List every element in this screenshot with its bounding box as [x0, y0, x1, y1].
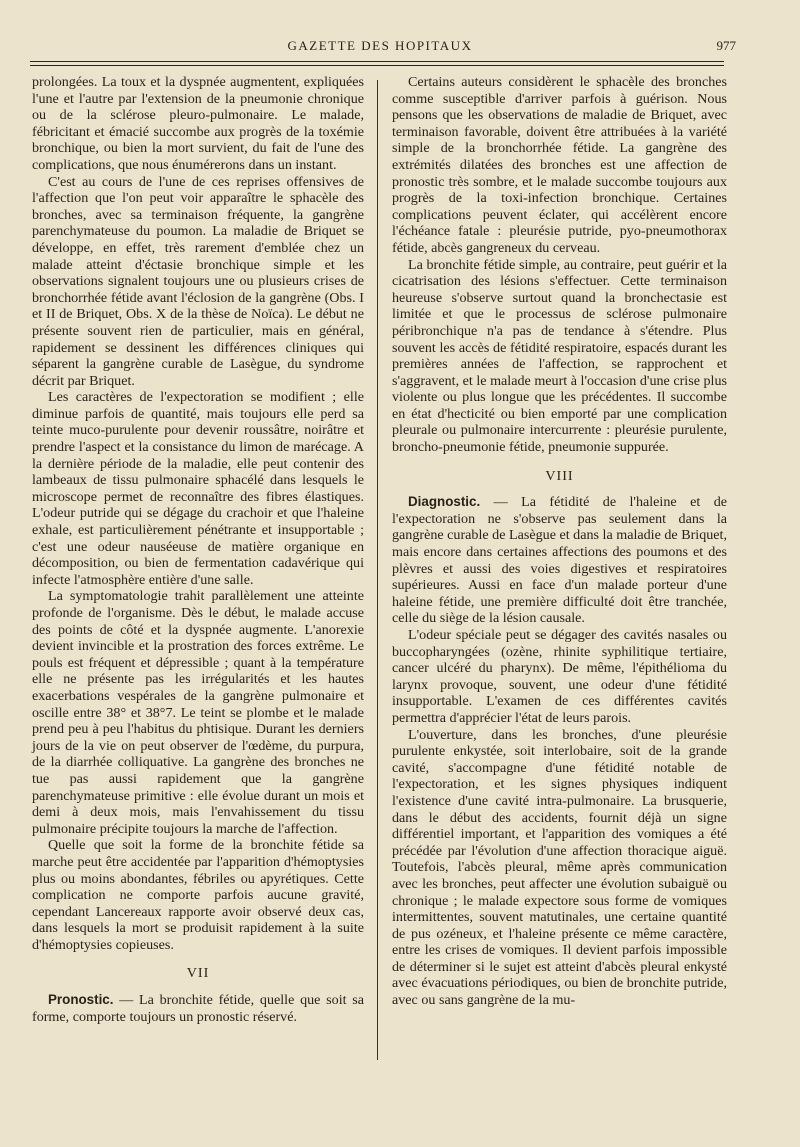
page-number: 977	[716, 38, 736, 53]
header-rule-thin	[30, 65, 724, 66]
running-header	[30, 38, 736, 56]
paragraph: La bronchite fétide simple, au contraire, peut guérir et la cicatrisation des lésions s'effectuer. Cette terminaison heureuse s'observe surtout quand la bronchectasie est limitée et que le processus de sclérose pulmonaire péribronchique n'a pas de tendance à s'étendre. Plus souvent les accès de fétidité respiratoire, espacés durant les premières années de l'affection, se rapprochent et s'aggravent, et le malade meurt à l'occasion d'une crise plus violente ou plus longue que les précédentes. Il succombe en état d'hecticité ou bien emporté par une complication pleurale ou pulmonaire intercurrente : pleurésie purulente, broncho-pneumonie fétide, pneumonie suppurée.	[392, 256, 727, 456]
section-heading: Pronostic.	[48, 992, 114, 1008]
column-divider	[377, 80, 378, 1060]
paragraph-text: — La bronchite fétide, quelle que soit sa forme, comporte toujours un pronostic réservé.	[32, 992, 364, 1025]
paragraph: Les caractères de l'expectoration se modifient ; elle diminue parfois de quantité, mais toujours elle perd sa teinte muco-purulente pour devenir roussâtre, noirâtre et prendre l'aspect et la consistance du limon de marécage. A la dernière période de la maladie, elle peut contenir des lambeaux de tissu pulmonaire sphacélé dans lesquels le microscope permet de reconnaître des fibres élastiques. L'odeur putride qui se dégage du crachoir et que l'haleine exhale, est particulièrement pénétrante et insupportable ; c'est une odeur nauséeuse de matière organique en décomposition, ou bien de fermentation cadavérique qui infecte l'atmosphère entière d'une salle.	[32, 389, 364, 588]
paragraph: C'est au cours de l'une de ces reprises offensives de l'affection que l'on peut voir apparaître le sphacèle des bronches, avec sa terminaison fréquente, la gangrène parenchymateuse du poumon. La maladie de Briquet se développe, en effet, très rarement d'emblée chez un malade atteint d'éctasie bronchique simple et les observations signalent toujours une ou plusieurs crises de bronchorrhée fétide avant l'éclosion de la gangrène (Obs. I et II de Briquet, Obs. X de la thèse de Noïca). Le début ne présente souvent rien de particulier, mais en général, rapidement se dessinent les différences cliniques qui séparent la gangrène curable de Lasègue, du syndrome décrit par Briquet.	[32, 173, 364, 389]
paragraph: Quelle que soit la forme de la bronchite fétide sa marche peut être accidentée par l'apparition d'hémoptysies plus ou moins abondantes, fébriles ou apyrétiques. Cette complication ne comporte parfois aucune gravité, cependant Lancereaux rapporte avoir observé deux cas, dans lesquels la mort se produisit rapidement à la suite d'hémoptysies copieuses.	[32, 837, 364, 953]
paragraph	[32, 992, 364, 1025]
paragraph: prolongées. La toux et la dyspnée augmentent, expliquées l'une et l'autre par l'extension de la pneumonie chronique ou de la sclérose pleuro-pulmonaire. Le malade, fébricitant et émacié succombe aux progrès de la toxémie bronchique, ou bien la mort survient, du fait de l'une des complications, que nous énumérerons dans un instant.	[32, 74, 364, 173]
header-rule-thick	[30, 61, 724, 62]
paragraph	[392, 494, 727, 627]
paragraph: L'odeur spéciale peut se dégager des cavités nasales ou buccopharyngées (ozène, rhinite syphilitique tertiaire, cancer ulcéré du pharynx). De même, l'épithélioma du larynx provoque, souvent, une odeur d'une fétidité insupportable. L'examen de ces différentes cavités permettra d'apprécier l'état de leurs parois.	[392, 627, 727, 726]
left-column	[32, 74, 364, 1025]
section-heading: Diagnostic.	[408, 494, 481, 510]
paragraph: L'ouverture, dans les bronches, d'une pleurésie purulente enkystée, soit interlobaire, soit de la grande cavité, s'accompagne d'une fétidité notable de l'expectoration, et les signes physiques indiquent l'existence d'une cavité intra-pulmonaire. La brusquerie, dans le début des accidents, fournit déjà un signe différentiel important, et l'apparition des vomiques a été précédée par l'évolution d'une affection thoracique aiguë. Toutefois, l'abcès pleural, même après communication avec les bronches, peut affecter une évolution subaiguë ou chronique ; le malade expectore sous forme de vomiques intermittentes, souvent matutinales, une certaine quantité de pus ozéneux, et l'haleine présente ce même caractère, entre les crises de vomiques. Il devient parfois impossible de déterminer si le sujet est atteint d'abcès pleural enkysté avec évacuations périodiques, ou bien de bronchite putride, avec ou sans gangrène de la mu-	[392, 726, 727, 1009]
paragraph-text: — La fétidité de l'haleine et de l'expectoration ne s'observe pas seulement dans la gangrène curable de Lasègue et dans la maladie de Briquet, mais encore dans certaines affections des poumons et des plèvres et aussi des voies digestives et respiratoires supérieures. Aussi en face d'un malade porteur d'une haleine fétide, une première difficulté doit être tranchée, celle du siège de la lésion causale.	[392, 494, 727, 627]
journal-title: GAZETTE DES HOPITAUX	[287, 38, 473, 53]
right-column	[392, 74, 727, 1009]
section-number: VIII	[545, 467, 574, 484]
section-number: VII	[186, 965, 210, 982]
paragraph: La symptomatologie trahit parallèlement une atteinte profonde de l'organisme. Dès le début, le malade accuse des points de côté et la dyspnée augmente. L'anorexie devient invincible et la prostration des forces extrême. Le pouls est fréquent et dépressible ; quant à la température elle ne présente pas les irrégularités et les hautes exacerbations vespérales de la gangrène pulmonaire et oscille entre 38° et 38°7. Le teint se plombe et le malade prend peu à peu l'habitus du phtisique. Durant les derniers jours de la vie on peut observer de l'œdème, du purpura, de la diarrhée colliquative. La gangrène des bronches ne tue pas aussi rapidement que la gangrène parenchymateuse primitive : elle évolue durant un mois et demi à deux mois, mais l'envahissement du tissu pulmonaire précipite toujours la marche de l'affection.	[32, 588, 364, 837]
paragraph: Certains auteurs considèrent le sphacèle des bronches comme susceptible d'arriver parfois à guérison. Nous pensons que les observations de maladie de Briquet, avec terminaison favorable, doivent être attribuées à la variété simple de la bronchorrhée fétide. La gangrène des extrémités dilatées des bronches est une affection de pronostic très sombre, et le malade succombe toujours aux progrès de la toxi-infection bronchique. Certaines complications peuvent éclater, qui accélèrent encore l'échéance fatale : pleurésie putride, pyo-pneumothorax fétide, abcès gangreneux du cerveau.	[392, 74, 727, 256]
